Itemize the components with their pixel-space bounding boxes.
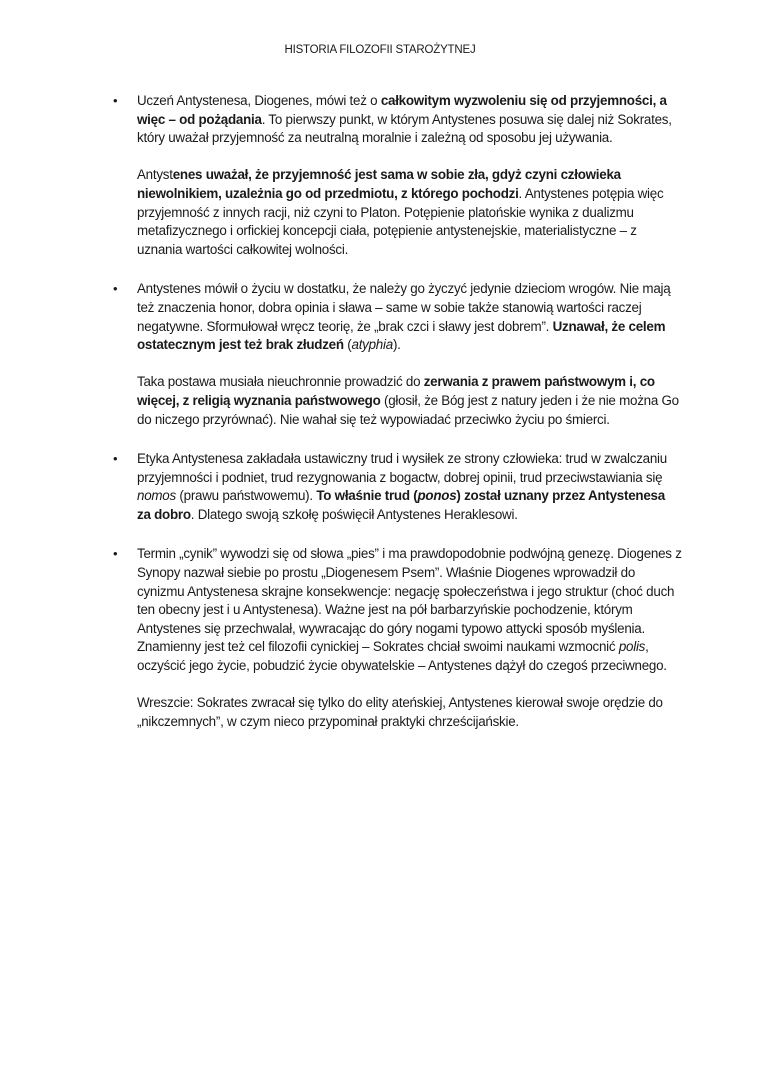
text-run: ( bbox=[343, 337, 352, 353]
text-run: Antystenes mówił o życiu w dostatku, że należy go życzyć jedynie dzieciom wrogów. Nie mają też znaczenia honor, dobra opinia i sława – same w sobie także stanowią wartości raczej negatywne. Sformułował wręcz teorię, że „brak czci i sławy jest dobrem”. bbox=[137, 281, 671, 334]
text-run: całkowitym wyzwoleniu się od przyjemności, a więc – od pożądania bbox=[137, 93, 667, 127]
bullet-list bbox=[113, 92, 682, 752]
text-run: ponos bbox=[417, 488, 457, 504]
text-run: , oczyścić jego życie, pobudzić życie obywatelskie – Antystenes dążył do czegoś przeciwnego. bbox=[137, 639, 667, 674]
text-run: atyphia bbox=[351, 337, 393, 353]
text-run: To właśnie trud ( bbox=[316, 488, 418, 504]
text-run: (głosił, że Bóg jest z natury jeden i że nie można Go do niczego przyrównać). Nie wahał się też wypowiadać przeciwko życiu po śmierci. bbox=[137, 392, 679, 427]
text-run: Etyka Antystenesa zakładała ustawiczny trud i wysiłek ze strony człowieka: trud w zwalczaniu przyjemności i podniet, trud rezygnowania z bogactw, dobrej opinii, trud przeciwstawiania się bbox=[137, 451, 667, 485]
text-run: nomos bbox=[137, 488, 176, 504]
list-item bbox=[113, 92, 682, 259]
text-run: Taka postawa musiała nieuchronnie prowadzić do bbox=[137, 374, 424, 390]
text-run: Wreszcie: Sokrates zwracał się tylko do elity ateńskiej, Antystenes kierował swoje orędzie do „nikczemnych”, w czym nieco przypominał praktyki chrześcijańskie. bbox=[137, 695, 663, 729]
bullet-icon: • bbox=[113, 546, 118, 562]
text-run: enes uważał, że przyjemność jest sama w sobie zła, gdyż czyni człowieka niewolnikiem, uzależnia go od przedmiotu, z którego pochodzi bbox=[137, 167, 621, 201]
list-item bbox=[113, 280, 682, 429]
text-run: Uznawał, że celem ostatecznym jest też brak złudzeń bbox=[137, 318, 666, 353]
text-run: ). bbox=[392, 337, 401, 353]
text-run: . Antystenes potępia więc przyjemność z innych racji, niż czyni to Platon. Potępienie platońskie wynika z dualizmu metafizycznego i orfickiej koncepcji ciała, potępienie antystenejskie, materialistyczne – z uznania wartości całkowitej wolności. bbox=[137, 185, 664, 257]
bullet-icon: • bbox=[113, 451, 118, 467]
paragraph bbox=[137, 545, 682, 675]
paragraph bbox=[137, 92, 682, 148]
text-run: Termin „cynik” wywodzi się od słowa „pies” i ma prawdopodobnie podwójną genezę. Diogenes z Synopy nazwał siebie po prostu „Diogenesem Psem”. Właśnie Diogenes wprowadził do cynizmu Antystenesa skrajne konsekwencje: negację społeczeństwa i jego struktur (choć duch ten obecny jest i u Antystenesa). Ważne jest na pół barbarzyńskie pochodzenie, którym Antystenes się przechwalał, wywracając do góry nogami typowo attycki sposób myślenia. Znamienny jest też cel filozofii cynickiej – Sokrates chciał swoimi naukami wzmocnić bbox=[137, 546, 682, 655]
paragraph bbox=[137, 280, 682, 354]
text-run: zerwania z prawem państwowym i, co więcej, z religią wyznania państwowego bbox=[137, 374, 655, 408]
bullet-icon: • bbox=[113, 93, 118, 108]
text-run: . Dlatego swoją szkołę poświęcił Antystenes Heraklesowi. bbox=[190, 506, 518, 522]
page-header: HISTORIA FILOZOFII STAROŻYTNEJ bbox=[284, 44, 476, 56]
text-run: . To pierwszy punkt, w którym Antystenes posuwa się dalej niż Sokrates, który uważał przyjemność za neutralną moralnie i zależną od sposobu jej używania. bbox=[137, 111, 672, 146]
bullet-icon: • bbox=[113, 281, 118, 297]
paragraph bbox=[137, 450, 682, 524]
paragraph bbox=[137, 166, 682, 259]
text-run: (prawu państwowemu). bbox=[175, 488, 317, 504]
text-run: ) został uznany przez Antystenesa za dobro bbox=[137, 488, 665, 522]
paragraph bbox=[137, 373, 682, 429]
text-run: polis bbox=[618, 639, 646, 655]
list-item bbox=[113, 450, 682, 524]
list-item bbox=[113, 545, 682, 731]
text-run: Antyst bbox=[137, 167, 173, 183]
text-run: Uczeń Antystenesa, Diogenes, mówi też o bbox=[137, 93, 381, 108]
paragraph bbox=[137, 694, 682, 731]
